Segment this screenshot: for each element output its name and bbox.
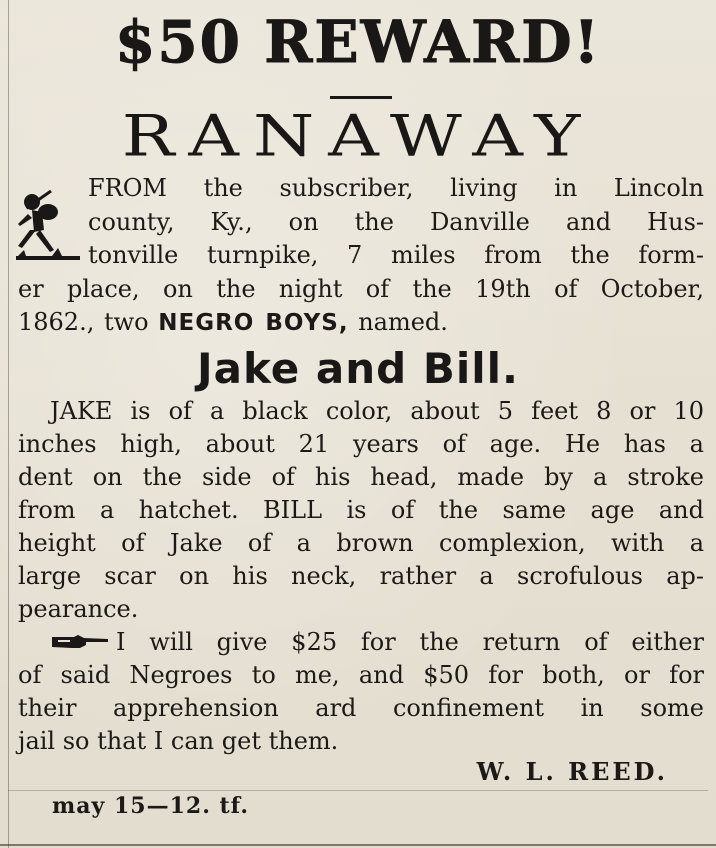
offer-line: of said Negroes to me, and $50 for both, or for (18, 661, 704, 689)
description-line: inches high, about 21 years of age. He has a (18, 430, 704, 458)
dateline: may 15—12. tf. (52, 793, 250, 819)
intro-line: county, Ky., on the Danville and Hus- (88, 207, 704, 236)
reward-headline: $50 REWARD! (114, 8, 602, 76)
description-line: JAKE is of a black color, about 5 feet 8 or 10 (50, 397, 704, 425)
headline-divider (330, 96, 392, 99)
offer-line: jail so that I can get them. (18, 727, 339, 755)
offer-line: their apprehension ard confinement in some (18, 694, 704, 722)
offer-first-line (18, 626, 704, 659)
intro-last-suffix: named. (348, 308, 448, 336)
ranaway-title: RANAWAY (121, 102, 595, 170)
intro-paragraph (18, 172, 704, 340)
description-line: large scar on his neck, rather a scrofulous ap- (18, 562, 704, 590)
offer-line-text: I will give $25 for the return of either (116, 628, 704, 656)
description-line: pearance. (18, 595, 139, 623)
pointing-hand-icon (50, 632, 110, 652)
intro-line: er place, on the night of the 19th of October, (18, 274, 704, 303)
signature: W. L. REED. (476, 757, 668, 786)
intro-line: FROM the subscriber, living in Lincoln (88, 174, 704, 202)
description-line: dent on the side of his head, made by a stroke (18, 463, 704, 491)
negro-boys-label: NEGRO BOYS, (158, 310, 349, 336)
intro-line: tonville turnpike, 7 miles from the form- (88, 241, 704, 269)
intro-last-line (18, 306, 704, 340)
description-line: height of Jake of a brown complexion, with a (18, 529, 704, 557)
description-paragraph (18, 395, 704, 758)
bottom-rule (0, 844, 716, 846)
footer-divider (8, 790, 708, 791)
names-heading: Jake and Bill. (197, 344, 519, 393)
intro-last-prefix: 1862., two (18, 308, 159, 336)
description-line: from a hatchet. BILL is of the same age and (18, 496, 704, 524)
